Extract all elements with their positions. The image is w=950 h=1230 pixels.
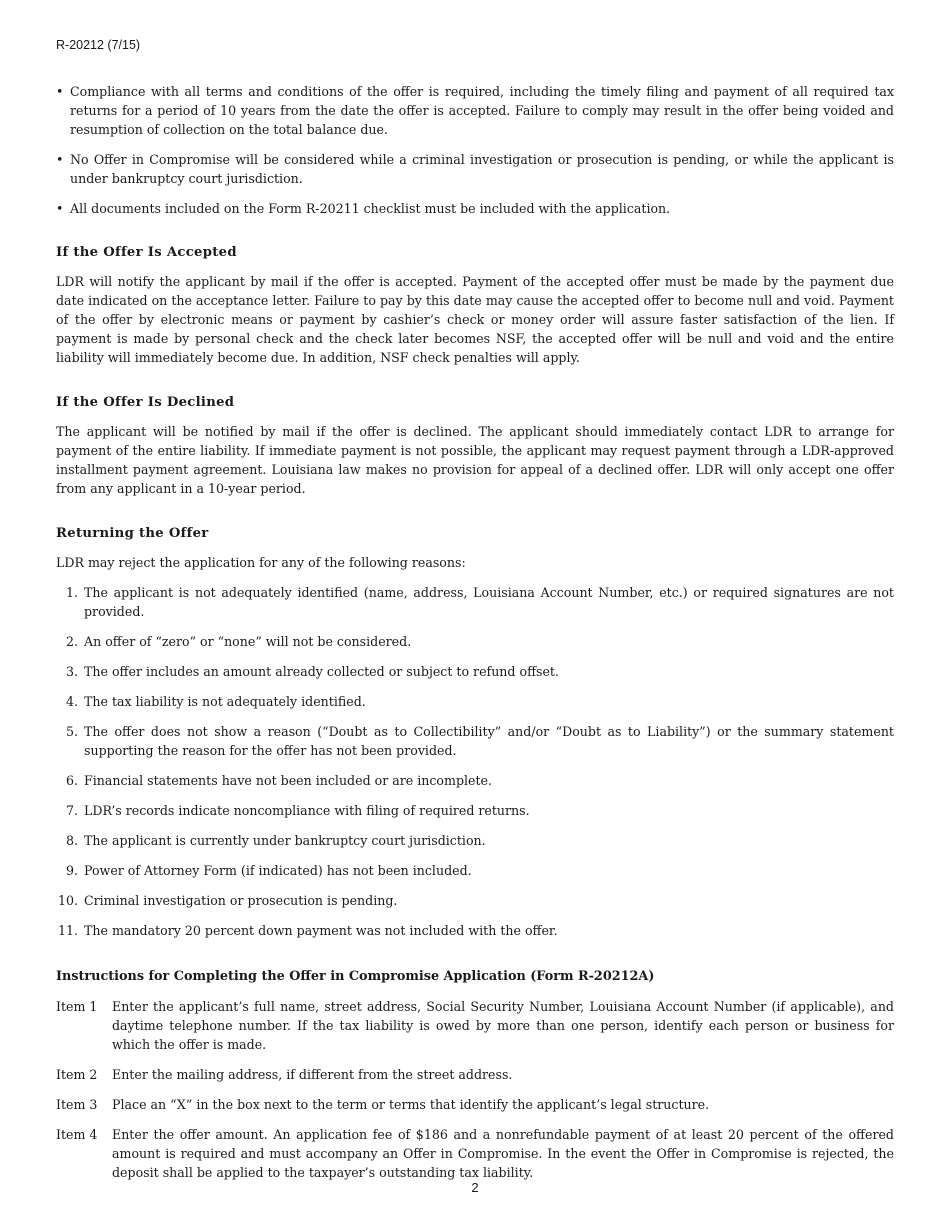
reason-text: The applicant is currently under bankruptcy court jurisdiction. — [84, 833, 486, 848]
reason-item — [56, 722, 894, 760]
item-label: Item 4 — [56, 1127, 98, 1142]
bullet-text: No Offer in Compromise will be considered while a criminal investigation or prosecution is pending, or while the applicant is under bankruptcy court jurisdiction. — [70, 152, 894, 186]
reason-text: LDR’s records indicate noncompliance with filing of required returns. — [84, 803, 530, 818]
reason-item — [56, 801, 894, 820]
form-identifier: R-20212 (7/15) — [56, 38, 141, 52]
reason-number: 1. — [65, 585, 78, 600]
bullet-dot-icon: • — [56, 201, 64, 216]
reason-item — [56, 692, 894, 711]
reason-item — [56, 921, 894, 940]
instruction-item — [56, 997, 894, 1054]
reason-item — [56, 771, 894, 790]
paragraph-offer-accepted: LDR will notify the applicant by mail if the offer is accepted. Payment of the accepted offer must be made by the payment due date indicated on the acceptance letter. Failure to pay by this date may cause the accepted offer to become null and void. Payment of the offer by electronic means or payment by cashier’s check or money order will assure faster satisfaction of the lien. If payment is made by personal check and the check later becomes NSF, the accepted offer will be null and void and the entire liability will immediately become due. In addition, NSF check penalties will apply. — [56, 274, 894, 365]
document-body — [56, 82, 894, 1193]
heading-offer-accepted: If the Offer Is Accepted — [56, 245, 237, 260]
bullet-text: All documents included on the Form R-20211 checklist must be included with the application. — [70, 201, 671, 216]
item-label: Item 2 — [56, 1067, 98, 1082]
reason-item — [56, 831, 894, 850]
item-text: Place an “X” in the box next to the term or terms that identify the applicant’s legal structure. — [112, 1097, 710, 1112]
reason-item — [56, 891, 894, 910]
bullet-item — [56, 199, 894, 218]
reason-number: 6. — [65, 773, 78, 788]
reason-text: The tax liability is not adequately identified. — [84, 694, 366, 709]
bullet-item — [56, 82, 894, 139]
instruction-item — [56, 1095, 894, 1114]
instruction-item — [56, 1065, 894, 1084]
item-text: Enter the applicant’s full name, street address, Social Security Number, Louisiana Account Number (if applicable), and daytime telephone number. If the tax liability is owed by more than one person, identify each person or business for which the offer is made. — [112, 999, 894, 1052]
reason-number: 10. — [57, 893, 78, 908]
item-label: Item 1 — [56, 999, 98, 1014]
item-text: Enter the mailing address, if different from the street address. — [112, 1067, 513, 1082]
reason-text: The offer includes an amount already collected or subject to refund offset. — [84, 664, 559, 679]
instruction-item — [56, 1125, 894, 1182]
reason-number: 3. — [65, 664, 78, 679]
bullet-item — [56, 150, 894, 188]
reason-text: The mandatory 20 percent down payment was not included with the offer. — [84, 923, 558, 938]
reason-item — [56, 861, 894, 880]
reason-item — [56, 632, 894, 651]
reason-number: 2. — [65, 634, 78, 649]
reason-text: Criminal investigation or prosecution is pending. — [84, 893, 398, 908]
page-number: 2 — [471, 1180, 479, 1195]
reason-number: 9. — [65, 863, 78, 878]
reason-text: The offer does not show a reason (“Doubt as to Collectibility” and/or “Doubt as to Liability”) or the summary statement supporting the reason for the offer has not been provided. — [84, 724, 894, 758]
paragraph-offer-declined: The applicant will be notified by mail if the offer is declined. The applicant should immediately contact LDR to arrange for payment of the entire liability. If immediate payment is not possible, the applicant may request payment through a LDR-approved installment payment agreement. Louisiana law makes no provision for appeal of a declined offer. LDR will only accept one offer from any applicant in a 10-year period. — [56, 424, 894, 496]
heading-offer-declined: If the Offer Is Declined — [56, 395, 235, 410]
item-text: Enter the offer amount. An application fee of $186 and a nonrefundable payment of at least 20 percent of the offered amount is required and must accompany an Offer in Compromise. In the event the Offer in Compromise is rejected, the deposit shall be applied to the taxpayer’s outstanding tax liability. — [112, 1127, 894, 1180]
heading-instructions: Instructions for Completing the Offer in Compromise Application (Form R-20212A) — [56, 969, 655, 984]
reason-item — [56, 662, 894, 681]
reason-text: An offer of “zero” or “none” will not be considered. — [84, 634, 412, 649]
item-label: Item 3 — [56, 1097, 98, 1112]
reason-text: The applicant is not adequately identified (name, address, Louisiana Account Number, etc.) or required signatures are not provided. — [84, 585, 894, 619]
reason-number: 5. — [65, 724, 78, 739]
reason-number: 7. — [65, 803, 78, 818]
instruction-items-list — [56, 997, 894, 1182]
heading-returning-offer: Returning the Offer — [56, 526, 209, 541]
bullet-text: Compliance with all terms and conditions of the offer is required, including the timely filing and payment of all required tax returns for a period of 10 years from the date the offer is accepted. Failure to comply may result in the offer being voided and resumption of collection on the total balance due. — [70, 84, 894, 137]
reason-text: Power of Attorney Form (if indicated) has not been included. — [84, 863, 472, 878]
intro-bullet-list — [56, 82, 894, 218]
bullet-dot-icon: • — [56, 152, 64, 167]
bullet-dot-icon: • — [56, 84, 64, 99]
reason-item — [56, 583, 894, 621]
reason-text: Financial statements have not been included or are incomplete. — [84, 773, 492, 788]
reason-number: 11. — [57, 923, 78, 938]
reason-number: 4. — [65, 694, 78, 709]
paragraph-returning-intro: LDR may reject the application for any of the following reasons: — [56, 555, 466, 570]
reason-number: 8. — [65, 833, 78, 848]
rejection-reasons-list — [56, 583, 894, 940]
